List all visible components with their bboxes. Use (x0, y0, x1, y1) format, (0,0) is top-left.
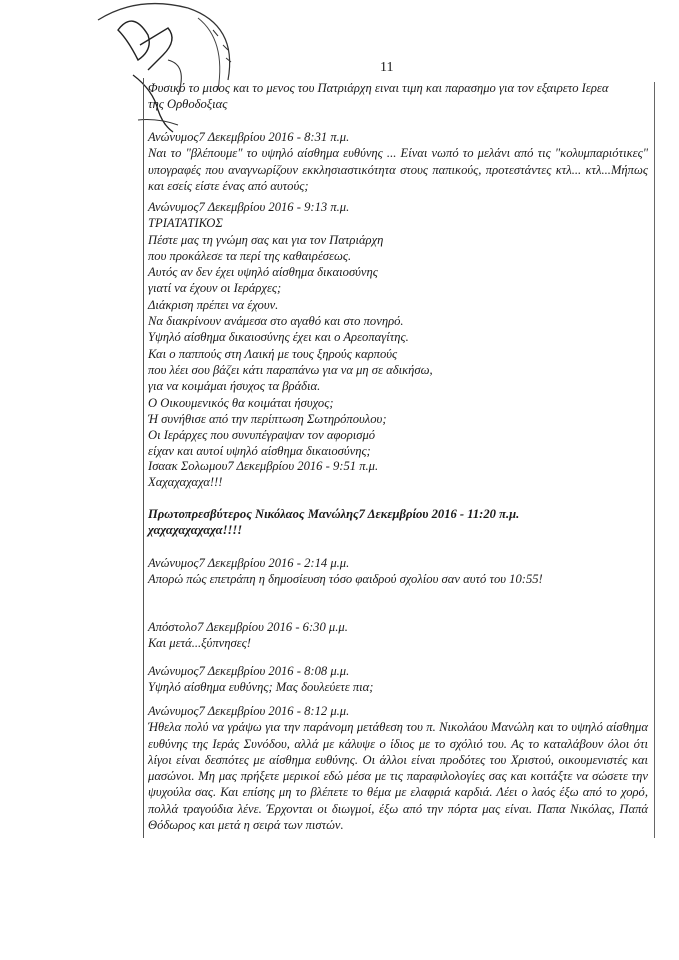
top-note-line: Φυσικό το μισος και το μενος του Πατριάρχη ειναι τιμη και παρασημο για τον εξαιρετο Ιερεα (148, 81, 609, 95)
comment (148, 663, 648, 696)
comment-body: χαχαχαχαχαχα!!!! (148, 523, 243, 538)
comment-line: που προκάλεσε τα περί της καθαιρέσεως. (148, 248, 352, 263)
comment (148, 129, 648, 194)
comment-header: Ανώνυμος7 Δεκεμβρίου 2016 - 9:13 π.μ. (148, 200, 350, 214)
comment-line: Οι Ιεράρχες που συνυπέγραψαν τον αφορισμό (148, 428, 376, 443)
comment-line: είχαν και αυτοί υψηλό αίσθημα δικαιοσύνης; (148, 444, 371, 459)
comment-header: Ανώνυμος7 Δεκεμβρίου 2016 - 8:08 μ.μ. (148, 664, 350, 678)
comment-line: για να κοιμάμαι ήσυχος τα βράδια. (148, 379, 321, 394)
comment (148, 703, 648, 833)
margin-line-left (143, 78, 144, 838)
comment-line: Διάκριση πρέπει να έχουν. (148, 297, 279, 312)
top-note (148, 80, 648, 113)
stamp-seal-icon (78, 0, 248, 140)
comment-header: Ισαακ Σολωμου7 Δεκεμβρίου 2016 - 9:51 π.μ. (148, 459, 379, 473)
comment (148, 619, 648, 652)
comment-line: Αυτός αν δεν έχει υψηλό αίσθημα δικαιοσύνης (148, 265, 378, 280)
comment-line: Να διακρίνουν ανάμεσα στο αγαθό και στο πονηρό. (148, 314, 404, 329)
comment (148, 555, 648, 588)
comment-line: Ο Οικουμενικός θα κοιμάται ήσυχος; (148, 395, 334, 410)
comment-header: Ανώνυμος7 Δεκεμβρίου 2016 - 2:14 μ.μ. (148, 556, 350, 570)
comment-header: Ανώνυμος7 Δεκεμβρίου 2016 - 8:12 μ.μ. (148, 704, 350, 718)
comment-header: Απόστολο7 Δεκεμβρίου 2016 - 6:30 μ.μ. (148, 620, 348, 634)
comment-line: Υψηλό αίσθημα δικαιοσύνης έχει και ο Αρεοπαγίτης. (148, 330, 409, 345)
comment-line: γιατί να έχουν οι Ιεράρχες; (148, 281, 282, 296)
top-note-line: της Ορθοδοξιας (148, 97, 228, 112)
comment (148, 199, 648, 460)
comment-line: ΤΡΙΑΤΑΤΙΚΟΣ (148, 216, 223, 231)
comment-body: Ήθελα πολύ να γράψω για την παράνομη μετάθεση του π. Νικολάου Μανώλη και το υψηλό αίσθημα ευθύνης της Ιεράς Συνόδου, αλλά με κάλυψε ο ίδιος με το σχόλιό του. Ας το καταλάβουν όλοι ότι λίγοι είναι δεσπότες με αίσθημα ευθύνης. Οι άλλοι είναι προδότες του Χριστού, οικουμενιστές και μασώνοι. Μη μας πρήξετε μερικοί εδώ μέσα με τις παραφιλολογίες σας και κοιτάξτε να σώσετε την ψυχούλα σας. Και επίσης μη το βλέπετε το θέμα με ελαφριά καρδιά. Λέει ο λαός έξω από το χορό, πολλά τραγούδια λένε. Έρχονται οι διωγμοί, έξω από την πόρτα μας είναι. Παπα Νικόλας, Παπά Θόδωρος και μετά η σειρά των πιστών. (148, 720, 648, 833)
comment-header: Πρωτοπρεσβύτερος Νικόλαος Μανώλης7 Δεκεμβρίου 2016 - 11:20 π.μ. (148, 507, 520, 521)
comment-body: Και μετά...ξύπνησες! (148, 636, 251, 651)
comment (148, 458, 648, 491)
comment-line: Πέστε μας τη γνώμη σας και για τον Πατριάρχη (148, 232, 384, 247)
comment-body: Απορώ πώς επετράπη η δημοσίευση τόσο φαιδρού σχολίου σαν αυτό του 10:55! (148, 572, 543, 587)
comment-line: Και ο παππούς στη Λαική με τους ξηρούς καρπούς (148, 346, 398, 361)
comment-body: Ναι το "βλέπουμε" το υψηλό αίσθημα ευθύνης ... Είναι νωπό το μελάνι από τις "κολυμπαριότικες" υπογραφές που αναγνωρίζουν εκκλησιαστικότητα στους παπικούς, προτεστάντες κτλ... κτλ...Μήπως και εσείς είστε ένας από αυτούς; (148, 146, 648, 193)
comment-line: που λέει σου βάζει κάτι παραπάνω για να μη σε αδικήσω, (148, 362, 433, 377)
comment (148, 506, 648, 539)
page-number: 11 (380, 60, 394, 75)
comment-header: Ανώνυμος7 Δεκεμβρίου 2016 - 8:31 π.μ. (148, 130, 350, 144)
margin-line-right (654, 82, 655, 838)
comment-body: Χαχαχαχαχα!!! (148, 475, 223, 490)
comment-line: Ή συνήθισε από την περίπτωση Σωτηρόπουλου; (148, 411, 387, 426)
comment-body: Υψηλό αίσθημα ευθύνης; Μας δουλεύετε πια; (148, 680, 374, 695)
